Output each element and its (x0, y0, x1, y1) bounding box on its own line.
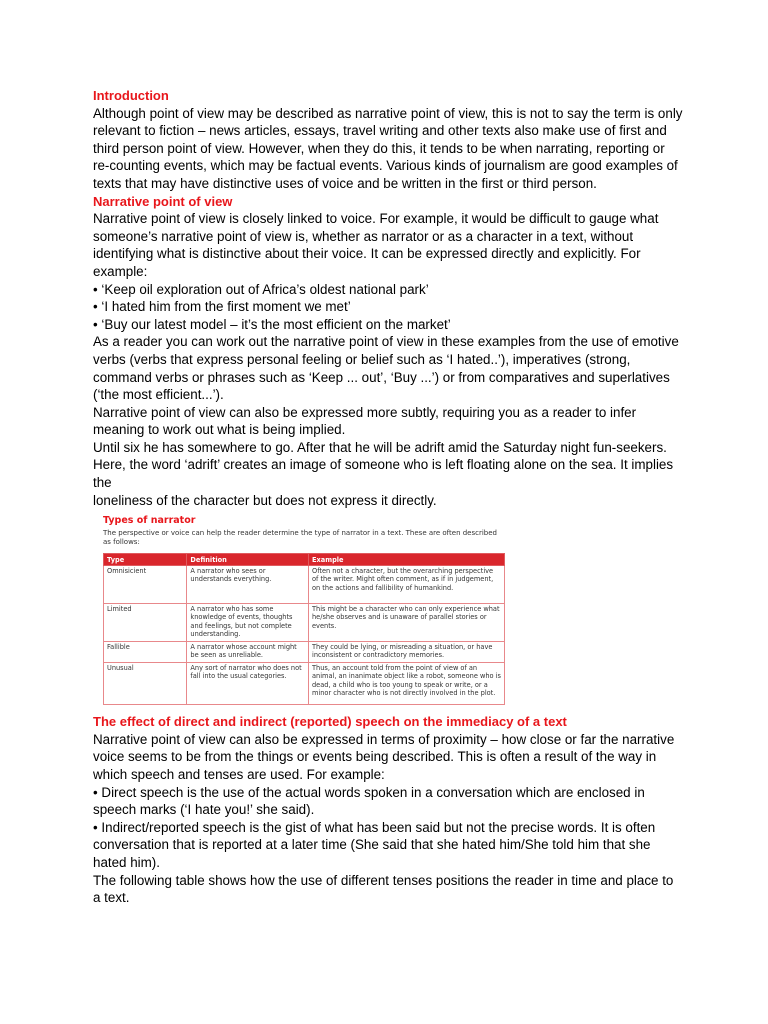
bullet-item: • ‘Keep oil exploration out of Africa’s oldest national park’ (93, 281, 429, 297)
table-row (104, 642, 505, 663)
cell-type: Unusual (104, 663, 187, 705)
direct-speech-bullet: • Direct speech is the use of the actual words spoken in a conversation which are enclosed in speech marks (‘I hate you!’ she said). (93, 784, 645, 818)
analysis-paragraph: As a reader you can work out the narrative point of view in these examples from the use of emotive verbs (verbs that express personal feeling or belief such as ‘I hated..’), imperatives (strong, command verbs or phrases such as ‘Keep ... out’, ‘Buy ...’) or from comparatives and superlatives (‘the most efficient...’). (93, 334, 679, 403)
column-header-example: Example (309, 554, 505, 566)
document-page (93, 87, 683, 907)
bullet-item: • ‘Buy our latest model – it’s the most efficient on the market’ (93, 316, 451, 332)
bullet-item: • ‘I hated him from the first moment we met’ (93, 299, 351, 315)
cell-example: This might be a character who can only experience what he/she observes and is unaware of parallel stories or events. (309, 604, 505, 642)
narrative-paragraph: Narrative point of view is closely linked to voice. For example, it would be difficult to gauge what someone’s narrative point of view is, whether as narrator or as a character in a text, without identifying what is distinctive about their voice. It can be expressed directly and explicitly. For example: (93, 211, 659, 279)
cell-definition: A narrator whose account might be seen as unreliable. (187, 642, 309, 663)
cell-type: Omnisicient (104, 566, 187, 604)
example-paragraph: Until six he has somewhere to go. After that he will be adrift amid the Saturday night fun-seekers. Here, the word ‘adrift’ creates an image of someone who is left floating alone on the sea. It implies the (93, 439, 674, 491)
table-row (104, 604, 505, 642)
table-row (104, 663, 505, 705)
figure-title: Types of narrator (103, 515, 196, 527)
cell-definition: Any sort of narrator who does not fall into the usual categories. (187, 663, 309, 705)
example-paragraph-end: loneliness of the character but does not express it directly. (93, 492, 437, 508)
cell-definition: A narrator who sees or understands everything. (187, 566, 309, 604)
table-row (104, 566, 505, 604)
cell-example: They could be lying, or misreading a situation, or have inconsistent or contradictory memories. (309, 642, 505, 663)
cell-type: Limited (104, 604, 187, 642)
cell-definition: A narrator who has some knowledge of events, thoughts and feelings, but not complete understanding. (187, 604, 309, 642)
intro-heading: Introduction (93, 88, 169, 103)
closing-paragraph: The following table shows how the use of different tenses positions the reader in time and place to a text. (93, 872, 674, 906)
subtle-paragraph: Narrative point of view can also be expressed more subtly, requiring you as a reader to infer meaning to work out what is being implied. (93, 404, 637, 438)
table-header-row (104, 554, 505, 566)
narrative-heading: Narrative point of view (93, 193, 233, 209)
cell-example: Thus, an account told from the point of view of an animal, an inanimate object like a robot, someone who is dead, a child who is too young to speak or write, or a minor character who is not directly involved in the plot. (309, 663, 505, 705)
cell-example: Often not a character, but the overarching perspective of the writer. Might often comment, as if in judgement, on the actions and fallibility of humankind. (309, 566, 505, 604)
column-header-definition: Definition (187, 554, 309, 566)
indirect-speech-bullet: • Indirect/reported speech is the gist of what has been said but not the precise words. It is often conversation that is reported at a later time (She said that she hated him/She told him that she hated him). (93, 819, 656, 870)
figure-intro: The perspective or voice can help the reader determine the type of narrator in a text. These are often described as follows: (103, 529, 498, 547)
column-header-type: Type (104, 554, 187, 566)
narrator-types-table (103, 553, 505, 705)
speech-heading: The effect of direct and indirect (reported) speech on the immediacy of a text (93, 714, 567, 730)
narrator-types-figure (103, 515, 505, 705)
cell-type: Fallible (104, 642, 187, 663)
intro-paragraph: Although point of view may be described as narrative point of view, this is not to say the term is only relevant to fiction – news articles, essays, travel writing and other texts also make use of first and third person point of view. However, when they do this, it tends to be when narrating, reporting or re-counting events, which may be factual events. Various kinds of journalism are good examples of texts that may have distinctive uses of voice and be written in the first or third person. (93, 105, 683, 191)
speech-paragraph: Narrative point of view can also be expressed in terms of proximity – how close or far the narrative voice seems to be from the things or events being described. This is often a result of the way in which speech and tenses are used. For example: (93, 731, 675, 783)
